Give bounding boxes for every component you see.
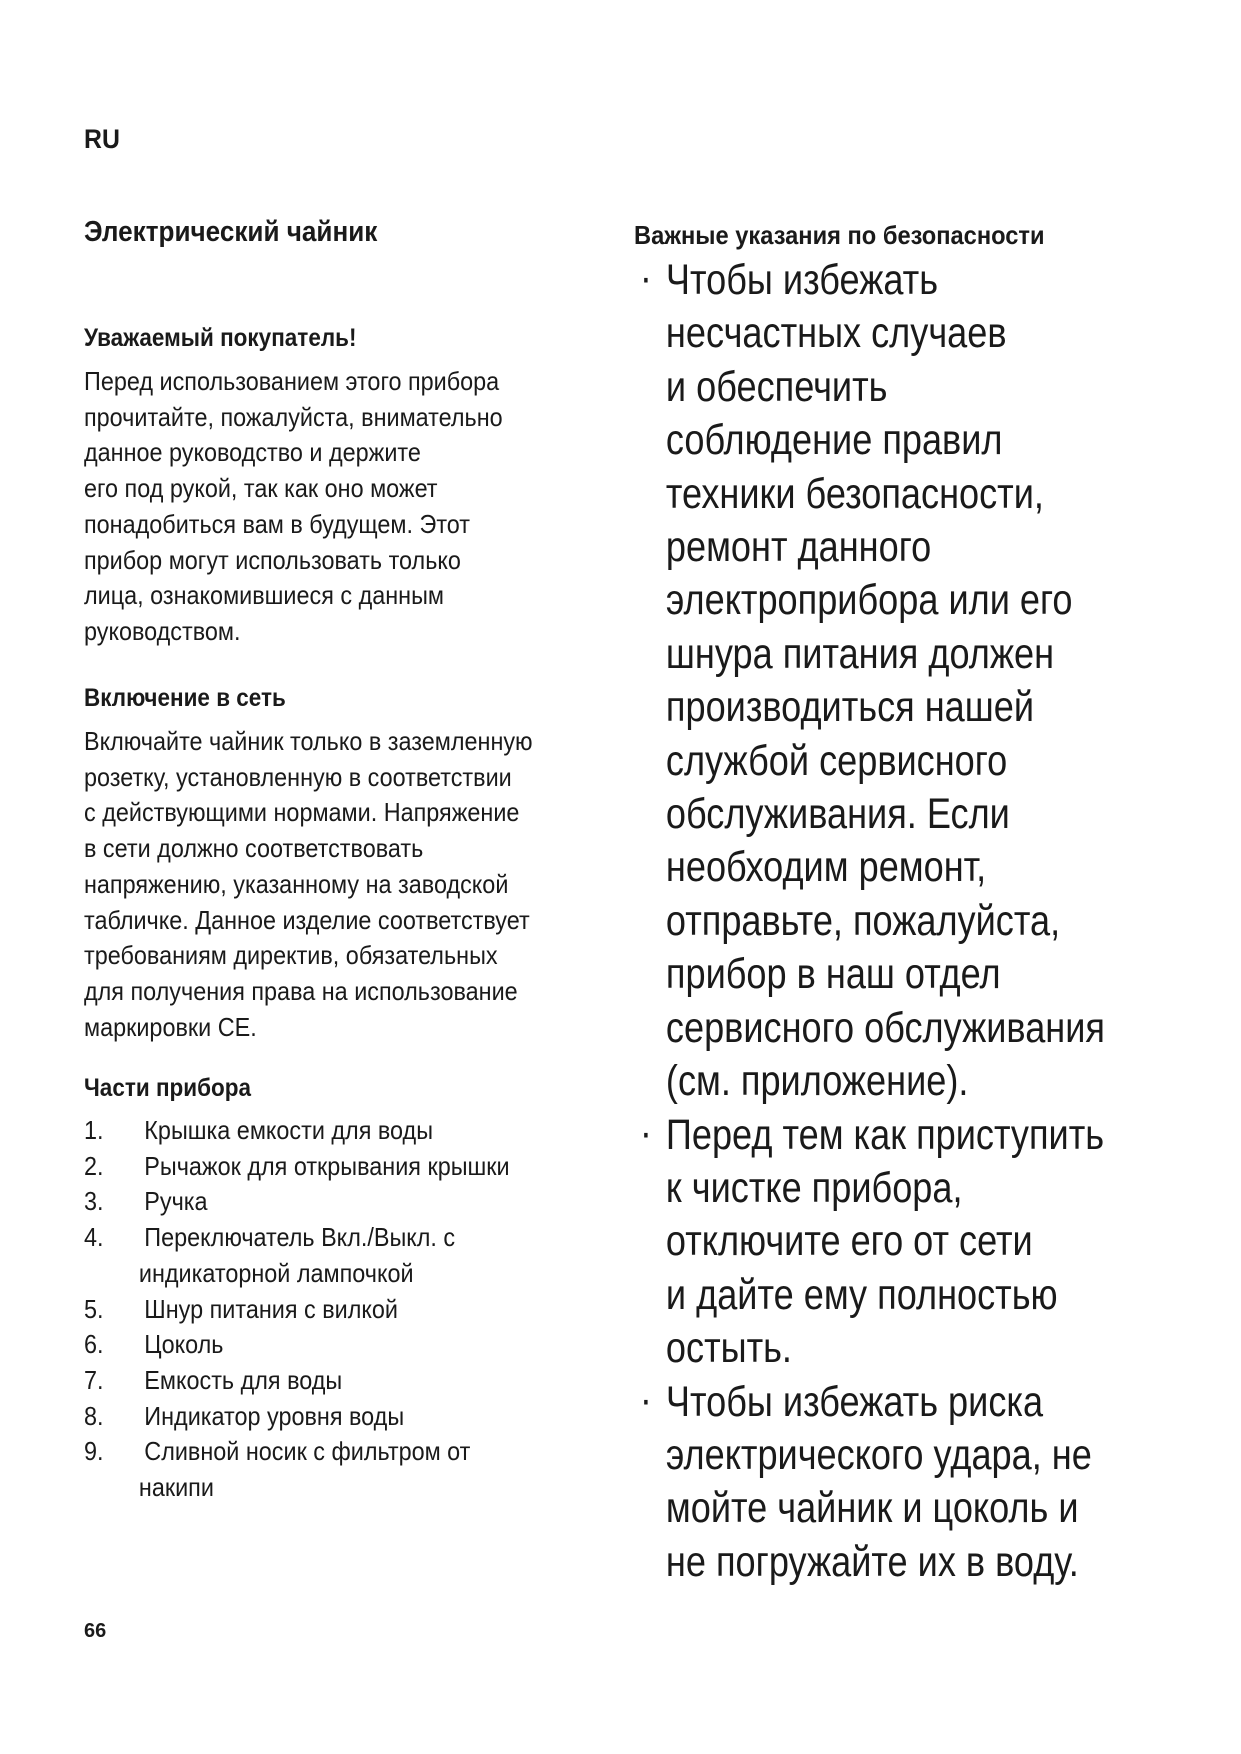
power-line: маркировки CE. [84,1011,257,1042]
safety-line: шнура питания должен [665,629,1055,678]
power-heading: Включение в сеть [84,684,286,712]
intro-line: прибор могут использовать только [84,544,461,575]
list-item [84,1149,510,1185]
list-item [84,1327,510,1363]
page-number: 66 [84,1620,107,1642]
safety-line: ремонт данного [665,523,932,572]
intro-line: руководством. [84,615,241,646]
intro-paragraph [84,364,503,650]
safety-line: несчастных случаев [665,309,1007,358]
list-item [634,254,1105,1109]
left-column [84,216,604,1503]
power-paragraph [84,724,533,1045]
list-item [84,1363,510,1399]
part-number: 3. [84,1186,104,1217]
safety-line: к чистке прибора, [665,1163,963,1212]
list-item [84,1292,510,1328]
safety-line: и обеспечить [665,362,888,411]
power-line: табличке. Данное изделие соответствует [84,904,530,935]
safety-line: Перед тем как приступить [665,1110,1105,1159]
part-label: Индикатор уровня воды [144,1400,405,1431]
part-label: Ручка [144,1186,208,1217]
list-item [84,1184,510,1220]
list-item [84,1434,510,1505]
intro-line: его под рукой, так как оно может [84,473,438,504]
parts-list [84,1113,510,1506]
safety-line: мойте чайник и цоколь и [665,1484,1079,1533]
part-number: 9. [84,1436,104,1467]
safety-line: Чтобы избежать риска [665,1377,1044,1426]
safety-line: техники безопасности, [665,469,1044,518]
power-line: для получения права на использование [84,975,518,1006]
part-number: 4. [84,1222,104,1253]
list-item [634,1109,1105,1376]
safety-line: остыть. [665,1324,792,1373]
intro-line: понадобиться вам в будущем. Этот [84,508,471,539]
intro-line: Перед использованием этого прибора [84,366,500,396]
safety-line: необходим ремонт, [665,843,987,892]
safety-line: прибор в наш отдел [665,950,1001,999]
list-item [634,1376,1105,1590]
safety-line: производиться нашей [665,683,1035,732]
parts-heading: Части прибора [84,1074,252,1102]
safety-line: отключите его от сети [665,1217,1033,1266]
safety-line: отправьте, пожалуйста, [665,896,1061,945]
safety-heading: Важные указания по безопасности [634,220,1045,250]
power-line: требованиям директив, обязательных [84,940,498,971]
safety-line: и дайте ему полностью [665,1270,1058,1319]
bullet-icon: · [639,254,652,302]
safety-line: Чтобы избежать [665,256,939,304]
safety-line: обслуживания. Если [665,790,1010,839]
safety-line: не погружайте их в воду. [665,1537,1079,1586]
part-label: Емкость для воды [144,1364,343,1395]
list-item [84,1113,510,1149]
page-title: Электрический чайник [84,216,378,248]
part-number: 8. [84,1400,104,1431]
bullet-icon: · [639,1375,652,1424]
power-line: Включайте чайник только в заземленную [84,726,533,756]
part-label: Сливной носик с фильтром от [144,1436,471,1467]
part-label: Шнур питания с вилкой [144,1293,398,1324]
power-line: розетку, установленную в соответствии [84,761,512,792]
part-label: Рычажок для открывания крышки [144,1150,510,1181]
safety-line: электрического удара, не [665,1430,1092,1479]
part-label-continued: накипи [138,1472,214,1503]
intro-line: прочитайте, пожалуйста, внимательно [84,401,503,432]
safety-line: сервисного обслуживания [665,1003,1105,1052]
power-line: в сети должно соответствовать [84,833,424,864]
greeting-heading: Уважаемый покупатель! [84,324,357,352]
safety-line: (см. приложение). [665,1057,969,1106]
intro-line: данное руководство и держите [84,437,421,468]
language-code: RU [84,124,120,154]
part-label: Цоколь [144,1329,224,1360]
part-number: 1. [84,1115,104,1145]
part-number: 7. [84,1364,104,1395]
list-item [84,1220,510,1291]
safety-line: электроприбора или его [665,576,1073,625]
safety-line: службой сервисного [665,736,1008,785]
part-number: 5. [84,1293,104,1324]
power-line: с действующими нормами. Напряжение [84,797,520,828]
part-number: 6. [84,1329,104,1360]
power-line: напряжению, указанному на заводской [84,868,509,899]
intro-line: лица, ознакомившиеся с данным [84,580,445,611]
bullet-icon: · [639,1108,652,1157]
part-label: Крышка емкости для воды [144,1115,434,1145]
safety-line: соблюдение правил [665,416,1003,465]
part-number: 2. [84,1150,104,1181]
safety-list [634,254,1105,1589]
part-label-continued: индикаторной лампочкой [138,1257,414,1288]
part-label: Переключатель Вкл./Выкл. с [144,1222,456,1253]
list-item [84,1399,510,1435]
